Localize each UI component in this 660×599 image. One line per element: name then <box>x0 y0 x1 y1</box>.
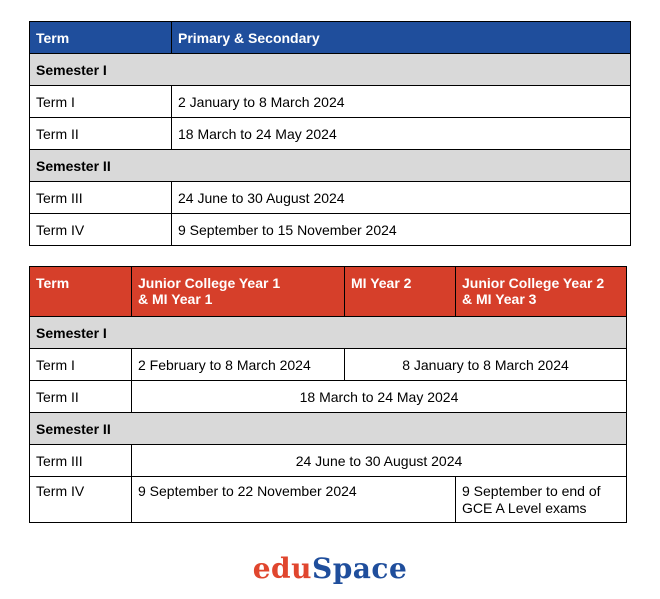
term-cell: Term II <box>30 381 132 413</box>
table-row <box>30 182 631 214</box>
table-row <box>30 118 631 150</box>
semester-row <box>30 150 631 182</box>
logo-part-space: Space <box>311 552 408 585</box>
semester-row <box>30 317 627 349</box>
table-row <box>30 381 627 413</box>
logo-part-edu: edu <box>252 552 312 585</box>
dates-cell: 9 September to 15 November 2024 <box>172 214 631 246</box>
table-row <box>30 349 627 381</box>
table-row <box>30 477 627 523</box>
dates-cell: 9 September to end of GCE A Level exams <box>456 477 627 523</box>
header-mi2: MI Year 2 <box>345 267 456 317</box>
header-jc1-mi1: Junior College Year 1 & MI Year 1 <box>132 267 345 317</box>
jc-mi-table <box>29 266 627 523</box>
header-primary-secondary: Primary & Secondary <box>172 22 631 54</box>
dates-cell: 2 January to 8 March 2024 <box>172 86 631 118</box>
dates-cell: 24 June to 30 August 2024 <box>132 445 627 477</box>
table-header-row <box>30 267 627 317</box>
table-row <box>30 214 631 246</box>
term-cell: Term IV <box>30 477 132 523</box>
semester-label: Semester I <box>30 317 627 349</box>
semester-row <box>30 54 631 86</box>
dates-cell: 18 March to 24 May 2024 <box>132 381 627 413</box>
primary-secondary-table <box>29 21 631 246</box>
term-cell: Term IV <box>30 214 172 246</box>
dates-cell: 18 March to 24 May 2024 <box>172 118 631 150</box>
semester-label: Semester I <box>30 54 631 86</box>
table-header-row <box>30 22 631 54</box>
header-jc2-mi3: Junior College Year 2 & MI Year 3 <box>456 267 627 317</box>
dates-cell: 8 January to 8 March 2024 <box>345 349 627 381</box>
dates-cell: 24 June to 30 August 2024 <box>172 182 631 214</box>
semester-row <box>30 413 627 445</box>
header-term: Term <box>30 267 132 317</box>
term-cell: Term I <box>30 349 132 381</box>
table-row <box>30 445 627 477</box>
term-cell: Term I <box>30 86 172 118</box>
semester-label: Semester II <box>30 150 631 182</box>
table-row <box>30 86 631 118</box>
term-cell: Term III <box>30 182 172 214</box>
dates-cell: 9 September to 22 November 2024 <box>132 477 456 523</box>
term-cell: Term III <box>30 445 132 477</box>
header-term: Term <box>30 22 172 54</box>
term-cell: Term II <box>30 118 172 150</box>
semester-label: Semester II <box>30 413 627 445</box>
eduspace-logo <box>0 552 660 585</box>
dates-cell: 2 February to 8 March 2024 <box>132 349 345 381</box>
